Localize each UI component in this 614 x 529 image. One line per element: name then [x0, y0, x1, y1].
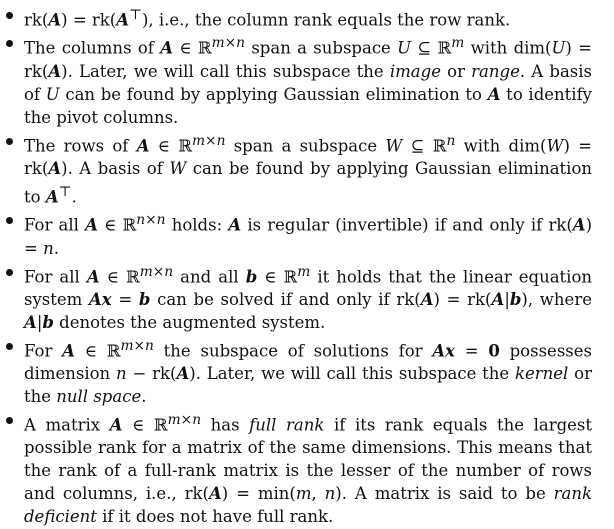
bullet-item: For all A ∈ ℝ$^{m\times n}$ and all b ∈ ℝ$^m$ it holds that the linear equation system Ax = b can be solved if and only if rk(A) = rk(A|b), where A|b denotes the augmented system.	[4, 261, 592, 335]
rank-properties-list	[4, 4, 592, 529]
bullet-item: rk(A) = rk(A⊤), i.e., the column rank equals the row rank.	[4, 4, 592, 32]
bullet-item: For A ∈ ℝ$^{m\times n}$ the subspace of solutions for Ax = 0 possesses dimension n − rk(A). Later, we will call this subspace the kernel or the null space.	[4, 335, 592, 409]
bullet-item: A matrix A ∈ ℝ$^{m\times n}$ has full rank if its rank equals the largest possible rank for a matrix of the same dimensions. This means that the rank of a full-rank matrix is the lesser of the number of rows and columns, i.e., rk(A) = min(m, n). A matrix is said to be rank deficient if it does not have full rank.	[4, 409, 592, 529]
bullet-item: For all A ∈ ℝ$^{n\times n}$ holds: A is regular (invertible) if and only if rk(A) = n.	[4, 209, 592, 260]
bullet-item: The columns of A ∈ ℝ$^{m\times n}$ span a subspace U ⊆ ℝ$^m$ with dim(U) = rk(A). Later, we will call this subspace the image or range. A basis of U can be found by applying Gaussian elimination to A to identify the pivot columns.	[4, 32, 592, 129]
bullet-item: The rows of A ∈ ℝ$^{m\times n}$ span a subspace W ⊆ ℝ$^n$ with dim(W) = rk(A). A basis of W can be found by applying Gaussian elimination to A⊤.	[4, 130, 592, 210]
